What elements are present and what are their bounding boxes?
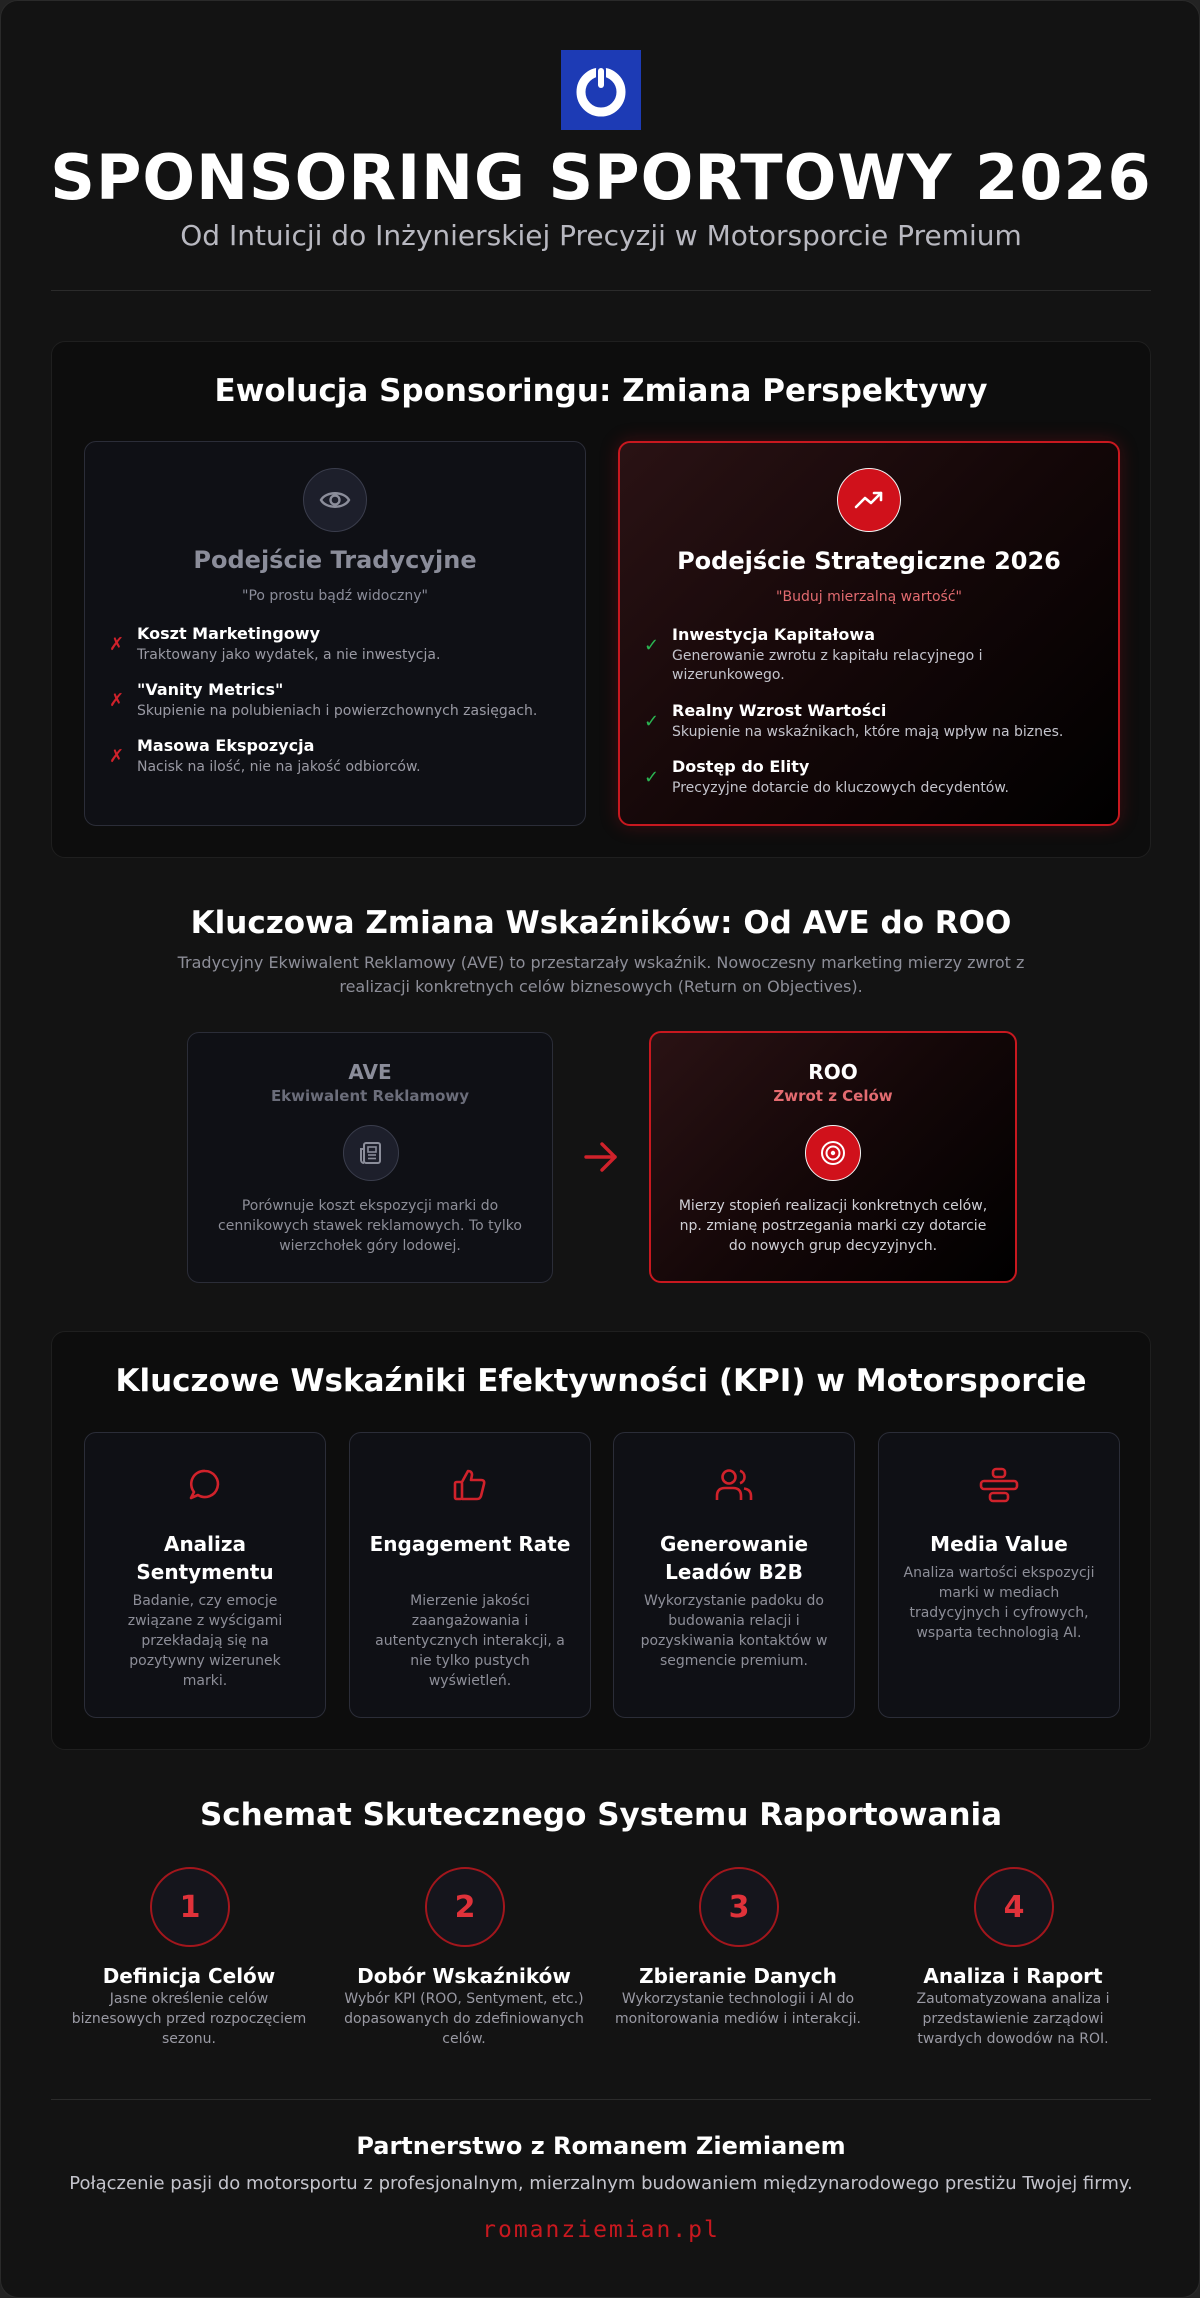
check-mark-icon: ✓ — [644, 767, 660, 788]
traditional-quote: "Po prostu bądź widoczny" — [242, 588, 428, 604]
target-icon — [819, 1139, 847, 1167]
item-desc: Nacisk na ilość, nie na jakość odbiorców. — [137, 759, 421, 775]
roo-desc: Mierzy stopień realizacji konkretnych celów, np. zmianę postrzegania marki czy dotarcie do nowych grup decyzyjnych. — [678, 1198, 988, 1254]
step-desc: Wykorzystanie technologii i AI do monitorowania mediów i interakcji. — [615, 1991, 861, 2027]
newspaper-icon-badge — [343, 1125, 399, 1181]
evolution-heading: Ewolucja Sponsoringu: Zmiana Perspektywy — [214, 373, 988, 409]
ave-desc: Porównuje koszt ekspozycji marki do cennikowych stawek reklamowych. To tylko wierzchołek góry lodowej. — [218, 1198, 522, 1254]
ave-subtitle: Ekwiwalent Reklamowy — [270, 1087, 470, 1105]
item-title: "Vanity Metrics" — [137, 680, 284, 699]
item-title: Masowa Ekspozycja — [137, 736, 315, 755]
item-title: Inwestycja Kapitałowa — [672, 625, 875, 644]
traditional-approach-card — [84, 441, 586, 826]
x-mark-icon: ✗ — [109, 746, 125, 767]
process-step — [882, 1867, 1144, 2057]
step-desc: Zautomatyzowana analiza i przedstawienie zarządowi twardych dowodów na ROI. — [916, 1991, 1110, 2047]
step-number: 1 — [150, 1867, 230, 1947]
divider — [51, 290, 1151, 291]
step-title: Analiza i Raport — [923, 1964, 1103, 1988]
kpi-desc: Badanie, czy emocje związane z wyścigami przekładają się na pozytywny wizerunek marki. — [127, 1593, 283, 1689]
strategic-quote: "Buduj mierzalną wartość" — [776, 589, 962, 605]
ave-title: AVE — [348, 1060, 392, 1084]
step-desc: Jasne określenie celów biznesowych przed rozpoczęciem sezonu. — [71, 1991, 307, 2047]
ave-card — [187, 1032, 553, 1283]
metrics-shift-heading: Kluczowa Zmiana Wskaźników: Od AVE do ROO — [190, 905, 1012, 941]
power-icon — [573, 62, 629, 118]
eye-icon — [318, 483, 352, 517]
strategic-list — [644, 625, 1104, 813]
step-number: 2 — [425, 1867, 505, 1947]
strategic-title: Podejście Strategiczne 2026 — [677, 547, 1061, 575]
target-icon-badge — [805, 1125, 861, 1181]
list-item — [109, 680, 569, 736]
footer-text: Połączenie pasji do motorsportu z profesjonalnym, mierzalnym budowaniem międzynarodowego prestiżu Twojej firmy. — [69, 2173, 1133, 2194]
thumbs-up-icon — [452, 1467, 488, 1503]
users-icon — [714, 1467, 754, 1503]
reporting-heading: Schemat Skutecznego Systemu Raportowania — [199, 1797, 1003, 1833]
list-item — [644, 625, 1104, 701]
kpi-card — [84, 1432, 326, 1718]
kpi-title: Analiza Sentymentu — [136, 1532, 274, 1584]
item-title: Realny Wzrost Wartości — [672, 701, 887, 720]
x-mark-icon: ✗ — [109, 634, 125, 655]
footer-heading: Partnerstwo z Romanem Ziemianem — [356, 2132, 846, 2160]
kpi-heading: Kluczowe Wskaźniki Efektywności (KPI) w Motorsporcie — [115, 1363, 1087, 1399]
trending-up-icon-badge — [837, 468, 901, 532]
roo-subtitle: Zwrot z Celów — [773, 1087, 893, 1105]
item-desc: Skupienie na polubieniach i powierzchownych zasięgach. — [137, 703, 538, 719]
newspaper-icon — [357, 1139, 385, 1167]
step-desc: Wybór KPI (ROO, Sentyment, etc.) dopasowanych do zdefiniowanych celów. — [344, 1991, 584, 2047]
trending-up-icon — [852, 483, 886, 517]
kpi-title: Generowanie Leadów B2B — [659, 1532, 809, 1584]
step-title: Definicja Celów — [102, 1964, 276, 1988]
strategic-approach-card — [618, 441, 1120, 826]
process-step — [58, 1867, 320, 2057]
item-title: Koszt Marketingowy — [137, 624, 321, 643]
item-desc: Traktowany jako wydatek, a nie inwestycja. — [137, 647, 441, 663]
eye-icon-badge — [303, 468, 367, 532]
item-desc: Skupienie na wskaźnikach, które mają wpływ na biznes. — [672, 724, 1064, 740]
item-title: Dostęp do Elity — [672, 757, 810, 776]
kpi-title: Media Value — [930, 1532, 1068, 1556]
roo-title: ROO — [808, 1060, 858, 1084]
kpi-title: Engagement Rate — [369, 1532, 571, 1556]
website-link[interactable]: romanziemian.pl — [482, 2217, 720, 2243]
process-step — [333, 1867, 595, 2057]
traditional-list — [109, 624, 569, 792]
kpi-card — [878, 1432, 1120, 1718]
roo-card — [649, 1031, 1017, 1283]
process-step — [607, 1867, 869, 2057]
chat-bubble-icon — [187, 1467, 223, 1503]
kpi-desc: Wykorzystanie padoku do budowania relacji i pozyskiwania kontaktów w segmencie premium. — [640, 1593, 828, 1669]
step-number: 4 — [974, 1867, 1054, 1947]
page-subtitle: Od Intuicji do Inżynierskiej Precyzji w Motorsporcie Premium — [180, 219, 1022, 252]
step-title: Dobór Wskaźników — [357, 1964, 571, 1988]
traditional-title: Podejście Tradycyjne — [193, 546, 477, 574]
kpi-card — [613, 1432, 855, 1718]
kpi-card — [349, 1432, 591, 1718]
kpi-desc: Analiza wartości ekspozycji marki w mediach tradycyjnych i cyfrowych, wsparta technologią AI. — [903, 1565, 1095, 1641]
metrics-shift-intro: Tradycyjny Ekwiwalent Reklamowy (AVE) to przestarzały wskaźnik. Nowoczesny marketing mierzy zwrot z realizacji konkretnych celów biznesowych (Return on Objectives). — [177, 953, 1025, 996]
list-item — [644, 757, 1104, 813]
arrow-right-icon — [583, 1139, 619, 1175]
check-mark-icon: ✓ — [644, 635, 660, 656]
x-mark-icon: ✗ — [109, 690, 125, 711]
item-desc: Generowanie zwrotu z kapitału relacyjnego i wizerunkowego. — [672, 648, 983, 683]
item-desc: Precyzyjne dotarcie do kluczowych decydentów. — [672, 780, 1009, 796]
brand-logo — [561, 50, 641, 130]
kpi-desc: Mierzenie jakości zaangażowania i autentycznych interakcji, a nie tylko pustych wyświetleń. — [375, 1593, 565, 1689]
media-value-icon — [979, 1467, 1019, 1503]
list-item — [109, 624, 569, 680]
step-title: Zbieranie Danych — [639, 1964, 837, 1988]
check-mark-icon: ✓ — [644, 711, 660, 732]
page-title: SPONSORING SPORTOWY 2026 — [50, 141, 1152, 214]
divider — [51, 2099, 1151, 2100]
list-item — [109, 736, 569, 792]
step-number: 3 — [699, 1867, 779, 1947]
list-item — [644, 701, 1104, 757]
